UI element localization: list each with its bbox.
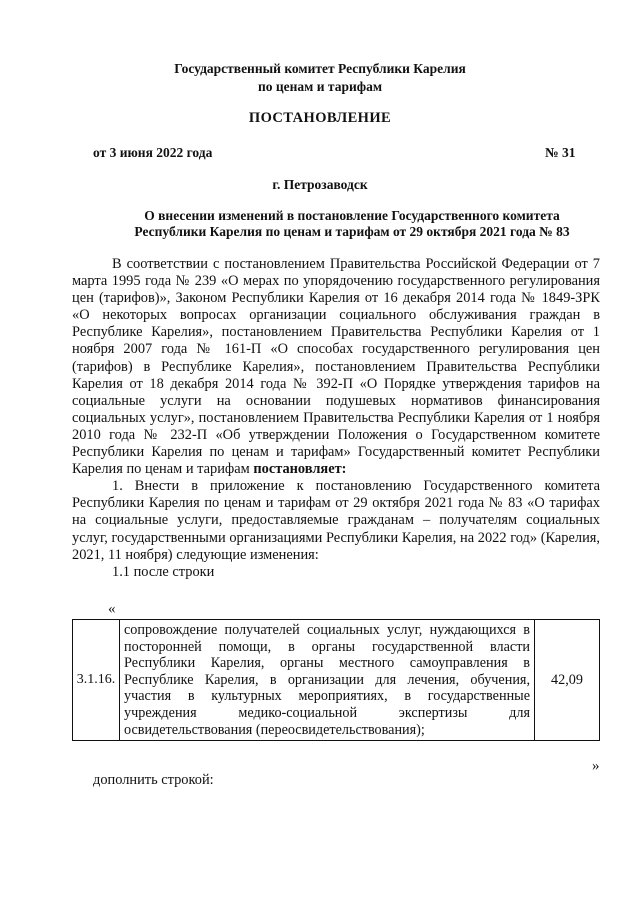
preamble-text: В соответствии с постановлением Правительства Российской Федерации от 7 марта 1995 года № 239 «О мерах по упорядочению государственного регулирования цен (тарифов)», Законом Республики Карелия от 16 декабря 2014 года № 1849-ЗРК «О некоторых вопросах организации социального обслуживания граждан в Республике Карелия», постановлением Правительства Республики Карелия от 1 ноября 2007 года № 161-П «О способах государственного регулирования цен (тарифов) в Республике Карелия», постановлением Правительства Республики Карелия от 18 декабря 2014 года № 392-П «О Порядке утверждения тарифов на социальные услуги на основании подушевых нормативов финансирования социальных услуг», постановлением Правительства Республики Карелия от 1 ноября 2010 года № 232-П «Об утверждении Положения о Государственном комитете Республики Карелия по ценам и тарифам» Государственный комитет Республики Карелия по ценам и тарифам (72, 256, 600, 478)
table-row (73, 620, 600, 741)
row-price: 42,09 (535, 620, 600, 741)
document-type: ПОСТАНОВЛЕНИЕ (248, 110, 392, 126)
closing-text: дополнить строкой: (93, 772, 214, 788)
subject-line2: Республики Карелия по ценам и тарифам от 29 октября 2021 года № 83 (134, 224, 570, 239)
row-description: сопровождение получателей социальных услуг, нуждающихся в посторонней помощи, в органы государственной власти Республики Карелия, органы местного самоуправления в Республике Карелия, в организации для лечения, обучения, участия в культурных мероприятиях, в государственные учреждения медико-социальной экспертизы для освидетельствования (переосвидетельствования); (120, 620, 535, 741)
document-number: № 31 (545, 145, 576, 160)
tariff-table (72, 619, 600, 741)
row-code: 3.1.16. (73, 620, 120, 741)
org-name-line1: Государственный комитет Республики Карелия (174, 61, 466, 76)
org-name-line2: по ценам и тарифам (257, 79, 383, 94)
close-quote: » (592, 758, 600, 774)
subject (112, 208, 592, 240)
resolves-word: постановляет: (253, 461, 347, 478)
subject-line1: О внесении изменений в постановление Государственного комитета (144, 208, 560, 223)
preamble-paragraph (72, 256, 600, 478)
document-body (72, 256, 600, 581)
open-quote: « (108, 601, 116, 617)
item-1: 1. Внести в приложение к постановлению Государственного комитета Республики Карелия по ценам и тарифам от 29 октября 2021 года № 83 «О тарифах на социальные услуги, предоставляемые гражданам – получателям социальных услуг, государственными организациями Республики Карелия, на 2022 год» (Карелия, 2021, 11 ноября) следующие изменения: (72, 478, 600, 563)
document-date: от 3 июня 2022 года (93, 145, 213, 160)
city: г. Петрозаводск (272, 177, 368, 192)
item-1-1: 1.1 после строки (112, 563, 215, 580)
